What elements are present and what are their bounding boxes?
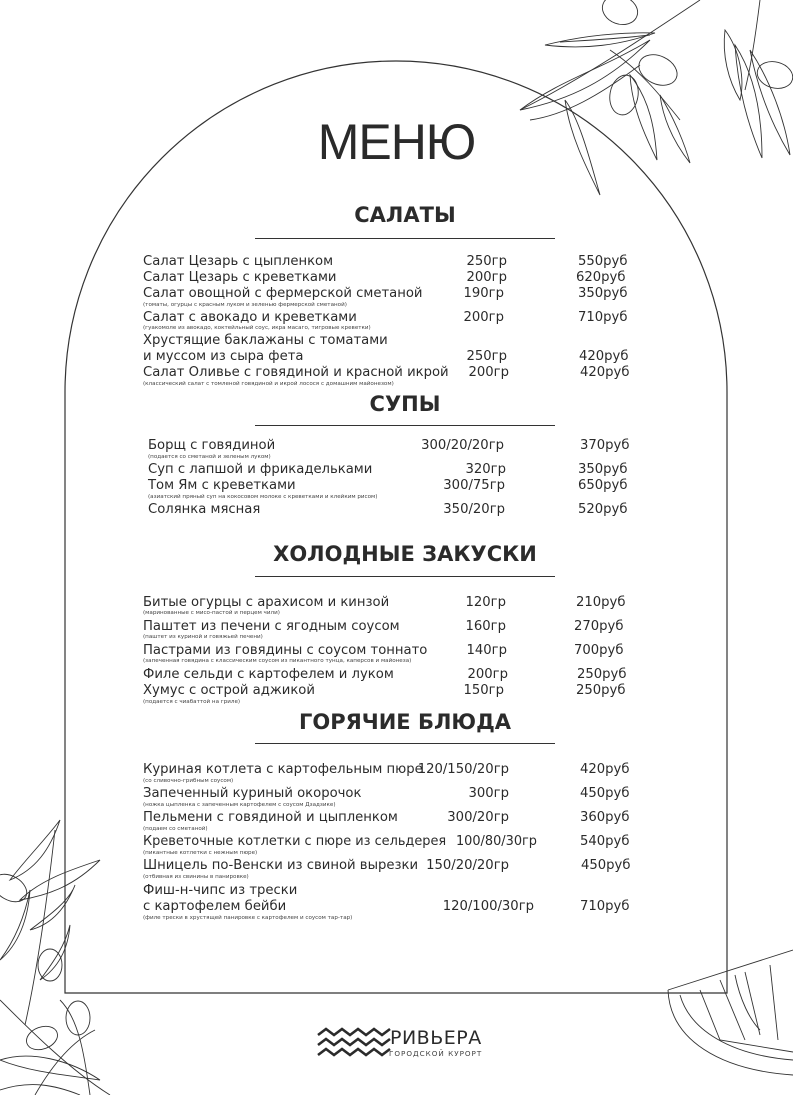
- item-price: 420руб: [580, 365, 630, 380]
- item-price: 650руб: [578, 478, 628, 493]
- section-title-hot-dishes: ГОРЯЧИЕ БЛЮДА: [298, 710, 512, 734]
- item-price: 710руб: [580, 899, 630, 914]
- item-weight: 140гр: [466, 643, 507, 658]
- item-name: Том Ям с креветками: [148, 478, 296, 493]
- logo-name: РИВЬЕРА: [390, 1027, 482, 1049]
- item-price: 450руб: [580, 786, 630, 801]
- item-note: (азиатский пряный суп на кокосовом молоке с креветками и клейким рисом): [148, 494, 378, 500]
- item-name-line2: с картофелем бейби: [143, 899, 287, 914]
- item-price: 250руб: [576, 683, 626, 698]
- item-weight: 200гр: [468, 365, 509, 380]
- item-name: Салат овощной с фермерской сметаной: [143, 286, 423, 301]
- item-weight: 120/100/30гр: [442, 899, 534, 914]
- item-price: 450руб: [581, 858, 631, 873]
- item-weight: 150гр: [463, 683, 504, 698]
- item-note: (запеченная говядина с классическим соусом из пикантного тунца, каперсов и майонеза): [143, 658, 412, 664]
- item-name: Солянка мясная: [148, 502, 261, 517]
- item-price: 420руб: [580, 762, 630, 777]
- item-name: Пастрами из говядины с соусом тоннато: [143, 643, 428, 658]
- item-name: Борщ с говядиной: [148, 438, 276, 453]
- item-note: (подается со сметаной и зеленым луком): [148, 454, 271, 460]
- item-name: Паштет из печени с ягодным соусом: [143, 619, 400, 634]
- item-price: 250руб: [577, 667, 627, 682]
- item-note: (ножка цыпленка с запеченным картофелем с соусом Дзадзике): [143, 802, 336, 808]
- item-name: Пельмени с говядиной и цыпленком: [143, 810, 398, 825]
- item-price: 350руб: [578, 286, 628, 301]
- item-weight: 120/150/20гр: [417, 762, 509, 777]
- item-note: (томаты, огурцы с красным луком и зеленью фермерской сметаной): [143, 302, 347, 308]
- item-weight: 200гр: [463, 310, 504, 325]
- item-name: Запеченный куриный окорочок: [143, 786, 362, 801]
- section-divider: [255, 743, 555, 744]
- item-weight: 250гр: [466, 254, 507, 269]
- item-note: (маринованные с мисо-пастой и перцем чили): [143, 610, 280, 616]
- item-name: Шницель по-Венски из свиной вырезки: [143, 858, 419, 873]
- item-name: Салат с авокадо и креветками: [143, 310, 357, 325]
- item-name-line2: и муссом из сыра фета: [143, 349, 304, 364]
- section-divider: [255, 576, 555, 577]
- item-name: Филе сельди с картофелем и луком: [143, 667, 394, 682]
- section-title-soups: СУПЫ: [369, 392, 441, 416]
- item-price: 710руб: [578, 310, 628, 325]
- section-title-cold-appetizers: ХОЛОДНЫЕ ЗАКУСКИ: [273, 542, 537, 566]
- item-price: 550руб: [578, 254, 628, 269]
- item-price: 700руб: [574, 643, 624, 658]
- item-note: (отбивная из свинины в панировке): [143, 874, 249, 880]
- item-name: Куриная котлета с картофельным пюре: [143, 762, 423, 777]
- item-price: 360руб: [580, 810, 630, 825]
- item-weight: 160гр: [465, 619, 506, 634]
- menu-title: МЕНЮ: [317, 114, 476, 170]
- item-weight: 300/75гр: [443, 478, 505, 493]
- item-price: 210руб: [576, 595, 626, 610]
- item-weight: 200гр: [467, 667, 508, 682]
- section-divider: [255, 238, 555, 239]
- item-weight: 150/20/20гр: [426, 858, 509, 873]
- item-name: Битые огурцы с арахисом и кинзой: [143, 595, 390, 610]
- item-weight: 300/20гр: [447, 810, 509, 825]
- item-note: (подаем со сметаной): [143, 826, 208, 832]
- item-note: (со сливочно-грибным соусом): [143, 778, 234, 784]
- item-name: Салат Цезарь с креветками: [143, 270, 337, 285]
- item-weight: 350/20гр: [443, 502, 505, 517]
- item-name: Салат Цезарь с цыпленком: [143, 254, 334, 269]
- item-weight: 100/80/30гр: [455, 834, 537, 849]
- item-price: 520руб: [578, 502, 628, 517]
- item-weight: 250гр: [466, 349, 507, 364]
- item-weight: 300/20/20гр: [421, 438, 504, 453]
- item-weight: 190гр: [463, 286, 504, 301]
- item-weight: 200гр: [466, 270, 507, 285]
- item-name: Хрустящие баклажаны с томатами: [143, 333, 388, 348]
- item-weight: 320гр: [465, 462, 506, 477]
- item-price: 540руб: [580, 834, 630, 849]
- item-note: (гуакомоле из авокадо, коктейльный соус, икра масаго, тигровые креветки): [143, 325, 371, 331]
- item-name: Салат Оливье с говядиной и красной икрой: [143, 365, 449, 380]
- item-price: 350руб: [578, 462, 628, 477]
- item-price: 370руб: [580, 438, 630, 453]
- item-name: Креветочные котлетки с пюре из сельдерея: [143, 834, 447, 849]
- section-divider: [255, 425, 555, 426]
- item-price: 270руб: [574, 619, 624, 634]
- item-price: 420руб: [579, 349, 629, 364]
- item-note: (пикантные котлетки с нежным пюре): [143, 850, 258, 856]
- logo-subtitle: ГОРОДСКОЙ КУРОРТ: [389, 1049, 483, 1058]
- item-name: Хумус с острой аджикой: [143, 683, 315, 698]
- citrus-slice-icon: [668, 950, 793, 1075]
- olive-branch-bottom-left-icon: [0, 820, 110, 1095]
- item-note: (филе трески в хрустящей панировке с картофелем и соусом тар-тар): [143, 915, 353, 921]
- section-title-salads: САЛАТЫ: [354, 203, 456, 227]
- item-name: Суп с лапшой и фрикадельками: [148, 462, 373, 477]
- item-note: (подается с чиабаттой на гриле): [143, 699, 241, 705]
- item-weight: 300гр: [468, 786, 509, 801]
- item-name: Фиш-н-чипс из трески: [143, 883, 298, 898]
- waves-icon: [318, 1029, 390, 1055]
- item-weight: 120гр: [465, 595, 506, 610]
- item-price: 620руб: [576, 270, 626, 285]
- item-note: (классический салат с томленой говядиной и икрой лосося с домашним майонезом): [143, 381, 394, 387]
- item-note: (паштет из куриной и говяжьей печени): [143, 634, 263, 640]
